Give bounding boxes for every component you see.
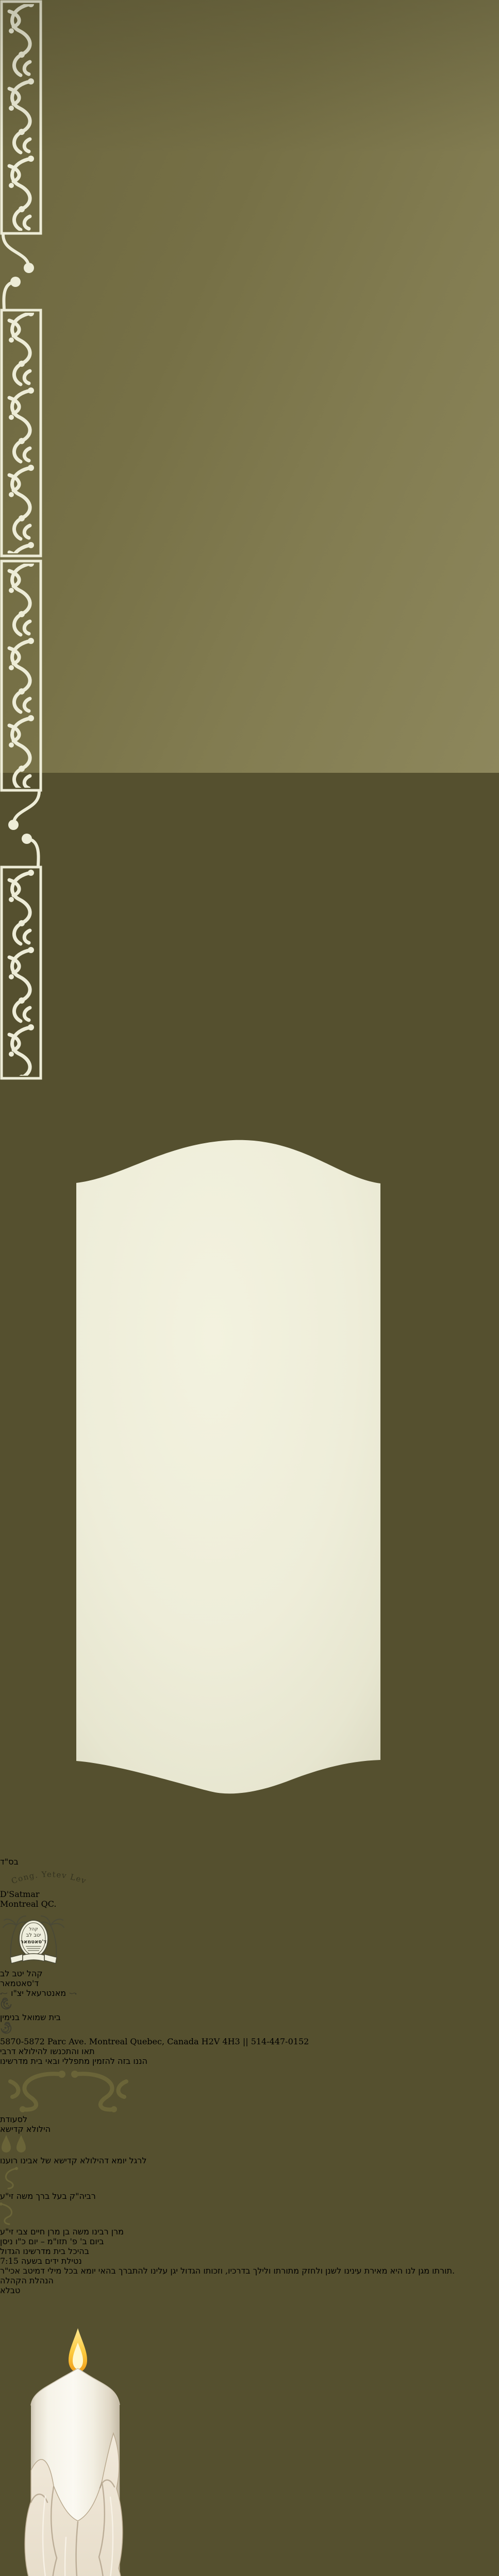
division-pill: בית שמואל בנימין xyxy=(0,2012,61,2022)
crest-line1: קהל xyxy=(29,1927,38,1932)
left-logo-city: Montreal QC. xyxy=(0,1899,57,1909)
vine-flourish-icon xyxy=(0,2201,18,2225)
crest-emblem xyxy=(0,1909,499,1969)
crest-line3: ד'סאטמאר xyxy=(20,1939,47,1945)
svg-text:Cong. Yetev Lev xyxy=(10,1870,88,1886)
banner-headline: תאו והתכנשו להילולא דרבי xyxy=(0,2046,95,2056)
intro-line: הננו בזה להזמין מתפללי ובאי בית מדרשינו xyxy=(0,2056,147,2066)
left-logo xyxy=(0,1867,499,1909)
right-logo xyxy=(0,1969,499,1998)
address-separator: || xyxy=(242,2037,248,2046)
memorial-candle xyxy=(0,2295,499,2576)
time-line: נטילת ידים בשעה 7:15 xyxy=(0,2256,82,2266)
wall-shading xyxy=(0,0,499,773)
spiral-ornament-icon xyxy=(0,1998,12,2010)
flourish-icon xyxy=(69,1991,77,1996)
left-logo-arc-text: Cong. Yetev Lev xyxy=(10,1869,88,1886)
lineage-line: מרן רבינו משה בן מרן חיים צבי זי"ע xyxy=(0,2227,124,2236)
phone-number: 514-447-0152 xyxy=(251,2037,309,2046)
honoree-badge-row xyxy=(0,2165,499,2227)
right-logo-script: קהל יטב לב xyxy=(0,1969,43,1978)
bsd-text: בס"ד xyxy=(0,1857,19,1867)
blessing-paragraph: תורתו מגן לנו היא מאירת עינינו לשנן ולחזק מתורתו ולילך בדרכיו, וזכותו הגדול יגן עלינו להתברך בהאי יומא בכל מילי דמיטב אכי"ר. xyxy=(0,2266,455,2276)
poster-content xyxy=(0,1857,499,2285)
flame-watermark-icon xyxy=(15,2134,27,2154)
header-divider xyxy=(0,1998,499,2037)
left-logo-arc xyxy=(0,1867,98,1887)
side-label: טבלא xyxy=(0,2285,21,2295)
occasion-line: לרגל יומא דהילולא קדישא של אבינו רוענו xyxy=(0,2156,147,2165)
right-logo-sub: מאנטרעאל יצ"ו xyxy=(11,1988,66,1998)
vine-flourish-icon xyxy=(0,2165,18,2189)
venue-line: בהיכל בית מדרשינו הגדול xyxy=(0,2246,89,2256)
right-logo-name: ד'סאטמאר xyxy=(0,1978,39,1988)
address-line xyxy=(0,2037,499,2046)
main-title-line2: הילולא קדישא xyxy=(0,2124,51,2134)
signature-line: הנהלת הקהלה xyxy=(0,2276,54,2285)
scroll-watermark-icon xyxy=(70,2066,137,2112)
date-line: ביום ב' פ' תזו"מ – יום כ"ו ניסן xyxy=(0,2236,104,2246)
crest-line2: יטב לב xyxy=(26,1933,41,1938)
scroll-watermark-icon xyxy=(0,2066,67,2112)
main-title xyxy=(0,2114,499,2134)
main-title-line1: לסעודת xyxy=(0,2114,28,2124)
honoree-badge: רביה"ק בעל ברך משה זי"ע xyxy=(0,2191,96,2201)
left-logo-name: D'Satmar xyxy=(0,1889,40,1899)
flourish-icon xyxy=(0,1991,8,1996)
flame-watermark-icon xyxy=(0,2134,12,2154)
street-address: 5870-5872 Parc Ave. Montreal Quebec, Canada H2V 4H3 xyxy=(0,2037,240,2046)
poster-paper xyxy=(0,1082,499,1855)
spiral-ornament-icon xyxy=(0,2022,12,2035)
table-surface xyxy=(0,666,499,773)
